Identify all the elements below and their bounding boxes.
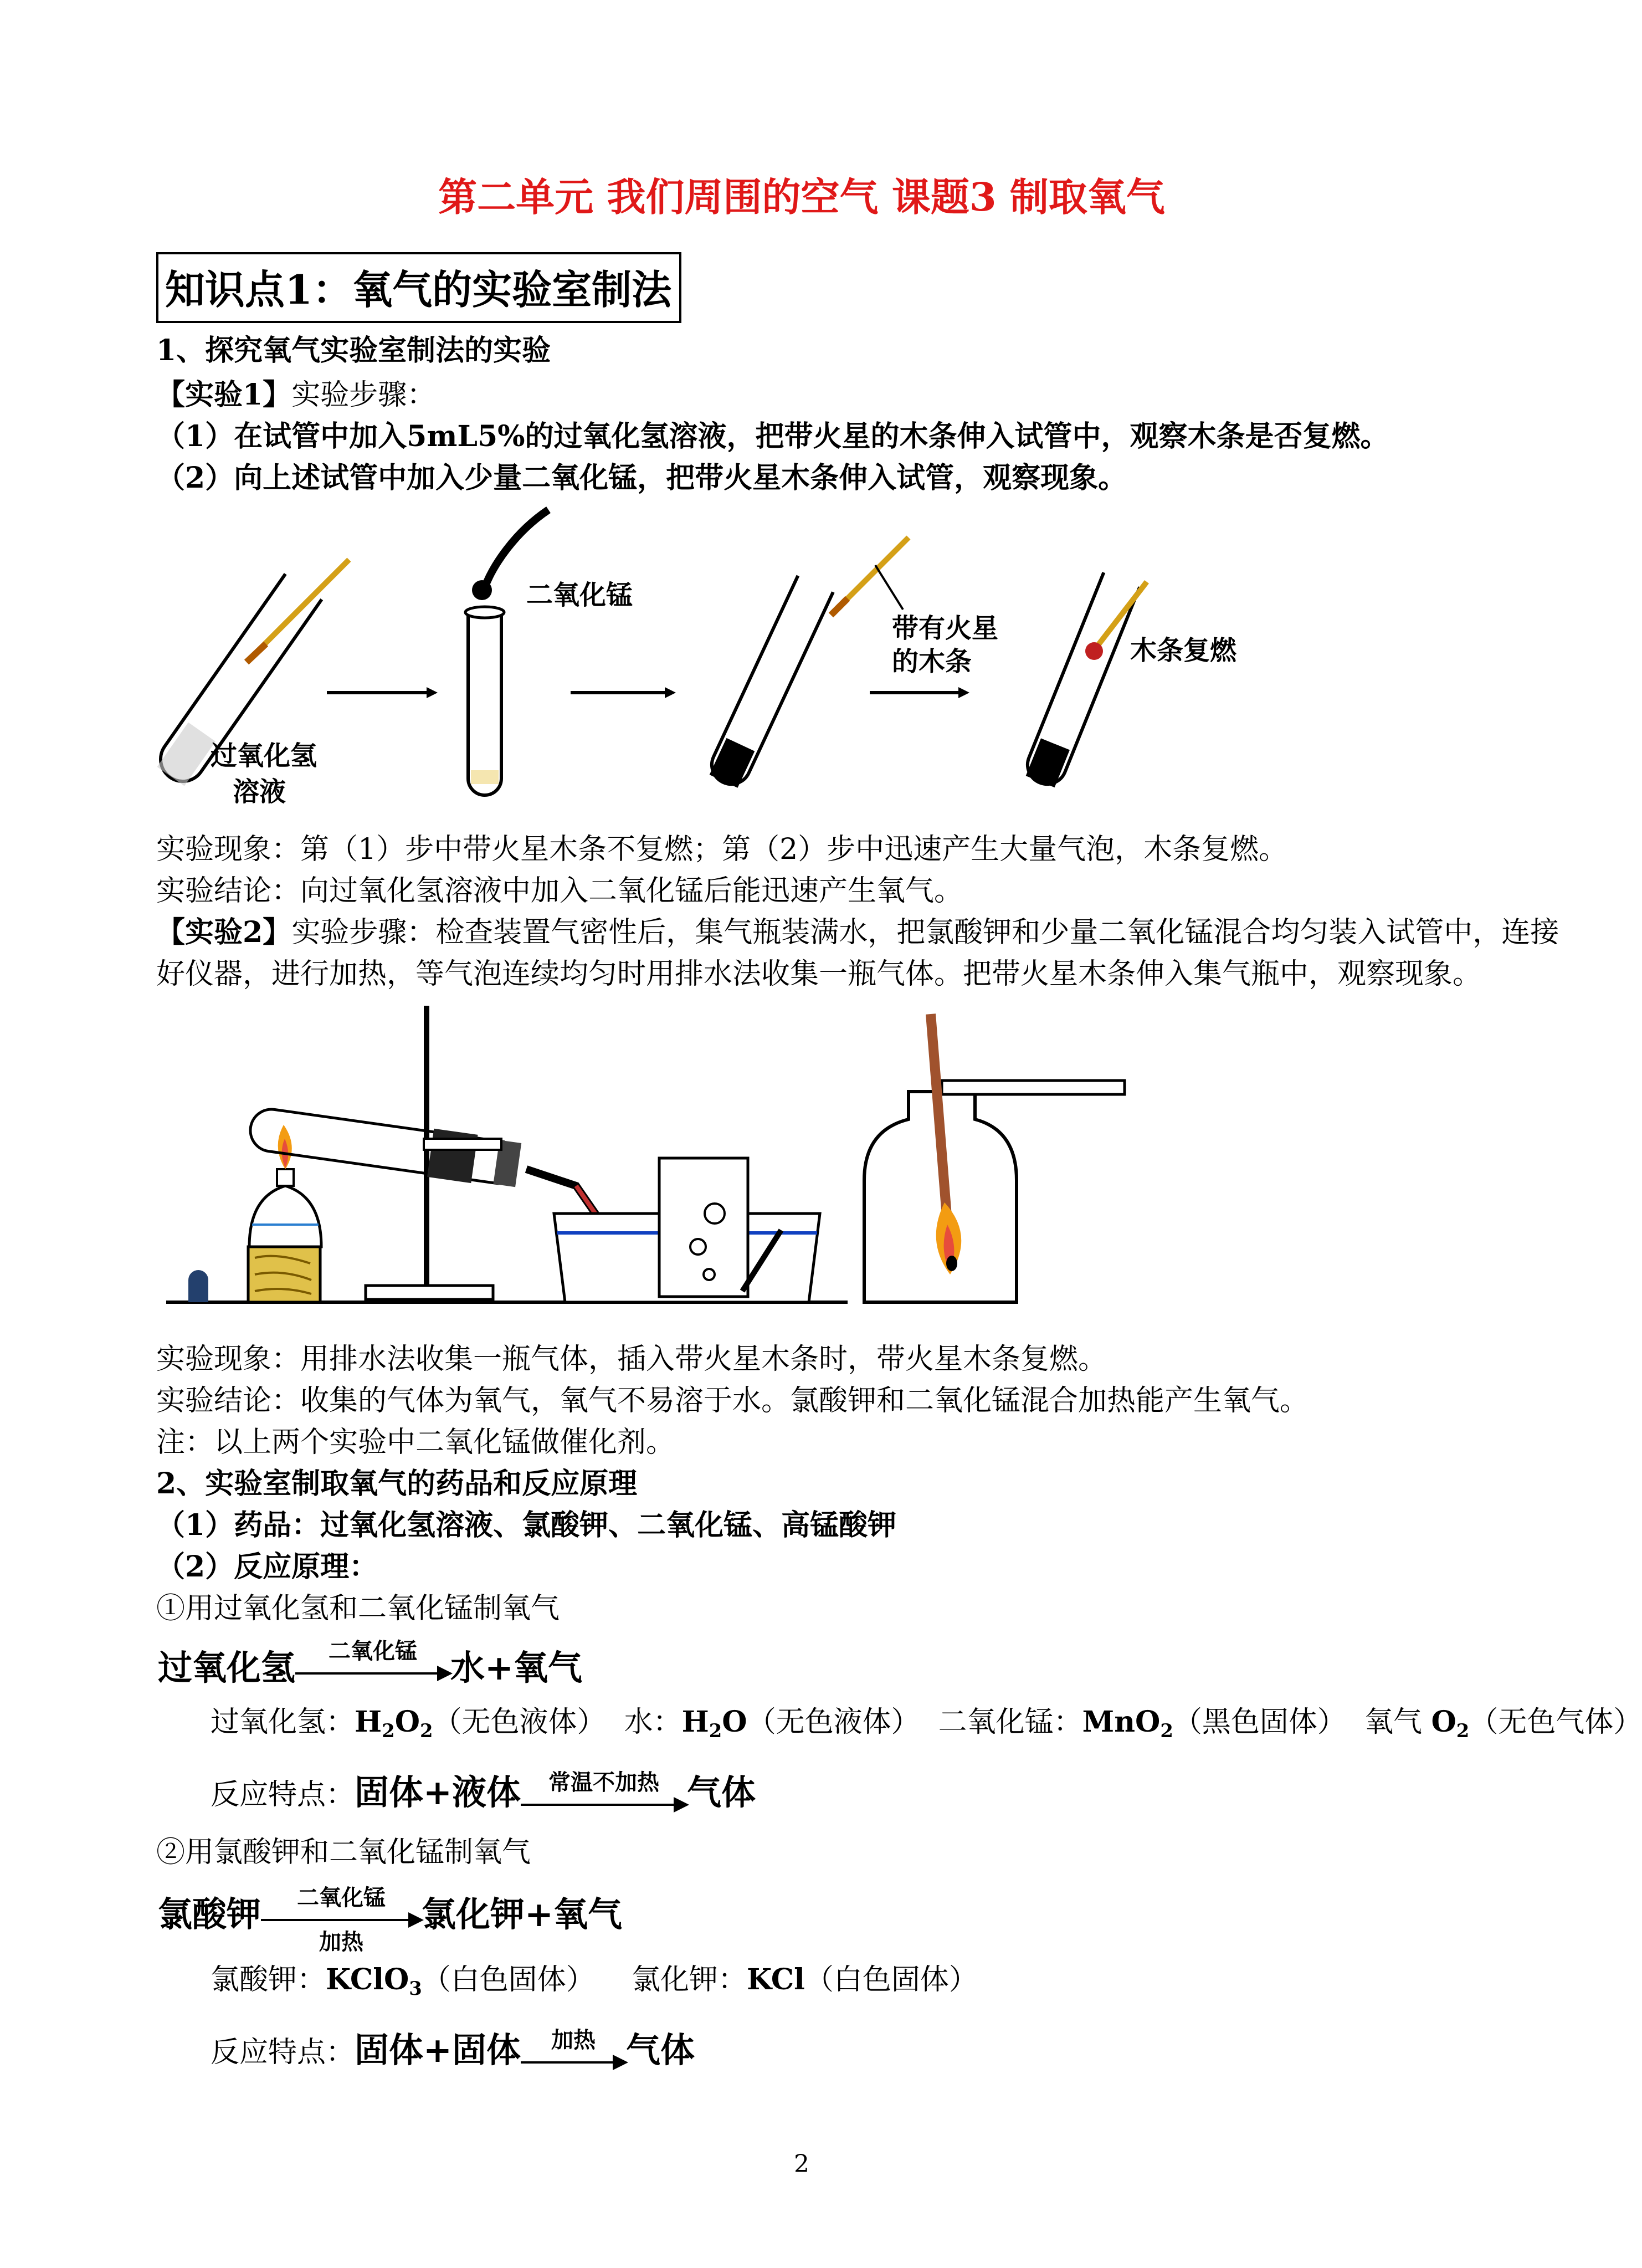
exp1-phenomenon: 实验现象：第（1）步中带火星木条不复燃；第（2）步中迅速产生大量气泡，木条复燃。 xyxy=(156,833,1288,866)
prop-h2o2-formula: $H_2O_2$ xyxy=(355,1705,433,1742)
knowledge-point-title: 知识点1：氧气的实验室制法 xyxy=(156,252,681,323)
prop-kcl-formula: KCl xyxy=(746,1963,805,1996)
exp2-figure xyxy=(166,992,1141,1319)
reaction-2-condition-bottom: 加热 xyxy=(319,1929,364,1955)
glass-plate xyxy=(942,1081,1125,1094)
reaction-1-feature-rhs: 气体 xyxy=(686,1772,756,1813)
prop-h2o2-name: 过氧化氢： xyxy=(211,1706,355,1739)
reaction-1-equation xyxy=(158,1640,582,1690)
reaction-2-feature xyxy=(211,2023,695,2072)
prop-o2-desc: （无色气体） xyxy=(1469,1706,1642,1739)
reaction-2-title: ②用氯酸钾和二氧化锰制氧气 xyxy=(156,1836,531,1869)
reaction-1-feature-label: 反应特点： xyxy=(211,1778,355,1811)
spatula xyxy=(485,510,548,587)
prop-water-formula: $H_2O$ xyxy=(681,1705,747,1742)
exp1-figure xyxy=(150,499,1313,809)
exp1-steps-heading xyxy=(156,371,435,413)
reaction-2-feature-lhs: 固体+固体 xyxy=(355,2030,521,2070)
label-splint: 带有火星 xyxy=(892,613,999,644)
reaction-1-rhs: 水+氧气 xyxy=(450,1647,582,1688)
page-number: 2 xyxy=(794,2150,809,2178)
label-relight: 木条复燃 xyxy=(1130,635,1237,666)
exp1-conclusion: 实验结论：向过氧化氢溶液中加入二氧化锰后能迅速产生氧气。 xyxy=(156,874,963,908)
prop-mno2-name: 二氧化锰： xyxy=(938,1706,1082,1739)
exp2-label: 【实验2】 xyxy=(156,915,292,949)
reaction-2-properties xyxy=(211,1956,978,1999)
reaction-1-feature-arrow xyxy=(521,1804,687,1806)
alcohol-lamp xyxy=(249,1186,321,1247)
exp2-phenomenon: 实验现象：用排水法收集一瓶气体，插入带火星木条时，带火星木条复燃。 xyxy=(156,1343,1107,1376)
prop-water-desc: （无色液体） xyxy=(747,1706,920,1739)
exp1-step-1: （1）在试管中加入5mL5%的过氧化氢溶液，把带火星的木条伸入试管中，观察木条是否复燃。 xyxy=(156,419,1389,453)
prop-kcl-name: 氯化钾： xyxy=(631,1963,747,1996)
label-splint-2: 的木条 xyxy=(892,646,972,677)
prop-kclo3-desc: （白色固体） xyxy=(422,1963,595,1996)
reaction-2-arrow xyxy=(261,1919,422,1921)
reaction-1-feature-lhs: 固体+液体 xyxy=(355,1772,521,1813)
reaction-2-feature-label: 反应特点： xyxy=(211,2036,355,2069)
reaction-1-lhs: 过氧化氢 xyxy=(158,1647,296,1688)
section-2-principle: （2）反应原理： xyxy=(156,1550,378,1584)
reaction-2-rhs: 氯化钾+氧气 xyxy=(422,1894,622,1934)
prop-o2-name: 氧气 xyxy=(1364,1706,1422,1739)
section-1-heading: 1、探究氧气实验室制法的实验 xyxy=(156,334,551,367)
exp1-step-2: （2）向上述试管中加入少量二氧化锰，把带火星木条伸入试管，观察现象。 xyxy=(156,461,1127,495)
label-h2o2-2: 溶液 xyxy=(233,776,286,807)
section-2-drugs: （1）药品：过氧化氢溶液、氯酸钾、二氧化锰、高锰酸钾 xyxy=(156,1508,897,1542)
exp2-conclusion: 实验结论：收集的气体为氧气，氧气不易溶于水。氯酸钾和二氧化锰混合加热能产生氧气。 xyxy=(156,1384,1309,1417)
exp1-steps-label: 实验步骤： xyxy=(291,378,436,412)
reaction-2-feature-condition: 加热 xyxy=(551,2026,596,2053)
reaction-1-feature-condition: 常温不加热 xyxy=(548,1769,659,1795)
exp2-step-line-2: 好仪器，进行加热，等气泡连续均匀时用排水法收集一瓶气体。把带火星木条伸入集气瓶中，观察现象。 xyxy=(156,958,1482,991)
section-2-heading: 2、实验室制取氧气的药品和反应原理 xyxy=(156,1467,638,1501)
reaction-1-properties xyxy=(211,1698,1642,1742)
label-h2o2: 过氧化氢 xyxy=(211,740,317,771)
exp2-note: 注：以上两个实验中二氧化锰做催化剂。 xyxy=(156,1426,675,1459)
reaction-2-feature-arrow xyxy=(521,2061,626,2064)
reaction-1-feature xyxy=(211,1765,756,1814)
reaction-2-feature-rhs: 气体 xyxy=(625,2030,695,2070)
reaction-2-lhs: 氯酸钾 xyxy=(158,1894,261,1934)
test-tube-4 xyxy=(1022,572,1140,790)
prop-kclo3-name: 氯酸钾： xyxy=(211,1963,326,1996)
page-title: 第二单元 我们周围的空气 课题3 制取氧气 xyxy=(438,174,1165,220)
prop-mno2-desc: （黑色固体） xyxy=(1173,1706,1346,1739)
prop-h2o2-desc: （无色液体） xyxy=(433,1706,606,1739)
exp2-step-line-1 xyxy=(156,909,1559,950)
exp1-label: 【实验1】 xyxy=(156,378,292,412)
prop-mno2-formula: MnO$_2$ xyxy=(1082,1705,1173,1742)
reaction-2-condition-top: 二氧化锰 xyxy=(297,1885,386,1911)
reaction-1-arrow xyxy=(295,1672,450,1675)
prop-o2-formula: $O_2$ xyxy=(1431,1705,1470,1742)
reaction-1-condition: 二氧化锰 xyxy=(329,1638,418,1664)
label-mno2: 二氧化锰 xyxy=(526,580,633,611)
reaction-2-equation xyxy=(158,1885,622,1955)
exp2-text-1: 实验步骤：检查装置气密性后，集气瓶装满水，把氯酸钾和少量二氧化锰混合均匀装入试管中，连接 xyxy=(291,916,1559,949)
test-tube-2 xyxy=(465,607,504,795)
prop-water-name: 水： xyxy=(624,1706,682,1739)
test-tube-3 xyxy=(705,576,833,791)
reaction-1-title: ①用过氧化氢和二氧化锰制氧气 xyxy=(156,1592,560,1625)
prop-kclo3-formula: KClO$_3$ xyxy=(326,1963,422,2000)
prop-kcl-desc: （白色固体） xyxy=(804,1963,978,1996)
iron-stand-base xyxy=(366,1286,493,1299)
